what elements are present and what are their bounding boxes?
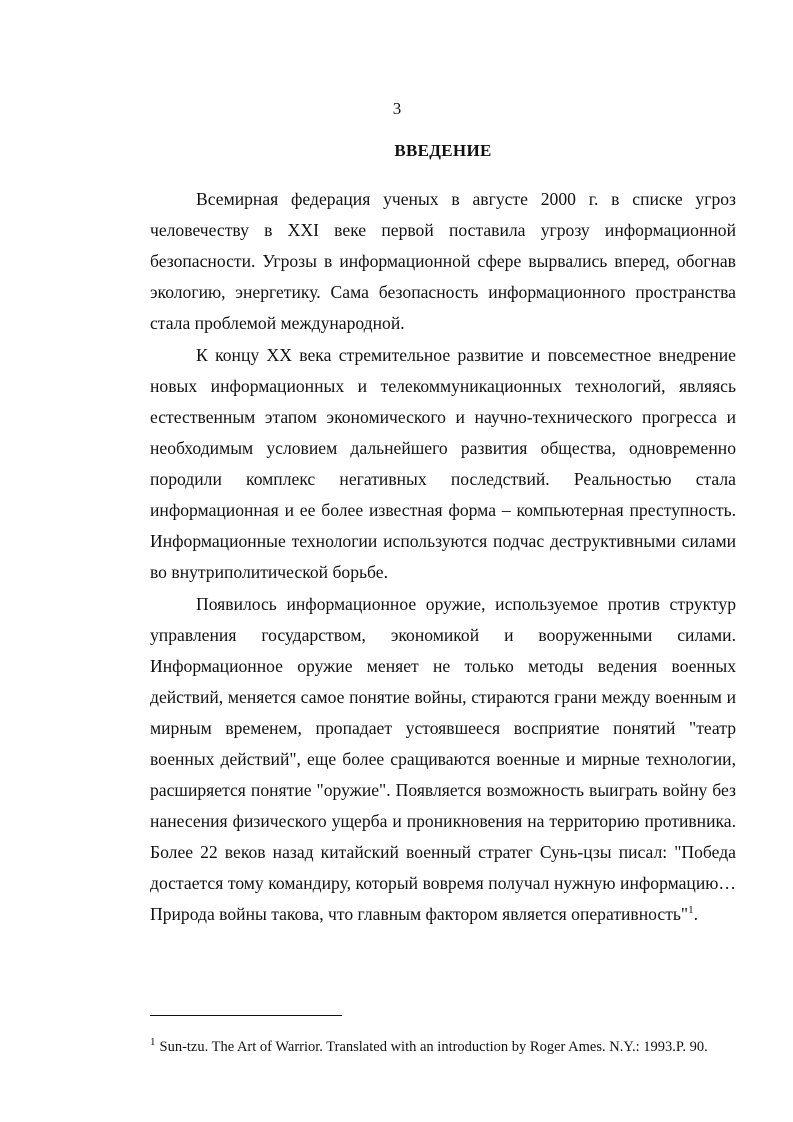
footnote: [150, 1037, 740, 1057]
page-number: 3: [392, 99, 402, 118]
body-text: [150, 184, 736, 930]
page-title: ВВЕДЕНИЕ: [394, 141, 492, 160]
footnote-mark: 1: [150, 1036, 156, 1049]
paragraph-3-text: Появилось информационное оружие, используемое против структур управления государством, экономикой и вооруженными силами. Информационное оружие меняет не только методы ведения военных действий, меняется самое понятие войны, стираются грани между военным и мирным временем, пропадает устоявшееся восприятие понятий "театр военных действий", еще более сращиваются военные и мирные технологии, расширяется понятие "оружие". Появляется возможность выиграть войну без нанесения физического ущерба и проникновения на территорию противника. Более 22 веков назад китайский военный стратег Сунь-цзы писал: "Победа достается тому командиру, который вовремя получал нужную информацию… Природа войны такова, что главным фактором является оперативность": [150, 594, 736, 924]
footnote-reference: 1: [688, 904, 694, 917]
paragraph-3: Появилось информационное оружие, используемое против структур управления государством, экономикой и вооруженными силами. Информационное оружие меняет не только методы ведения военных действий, меняется самое понятие войны, стираются грани между военным и мирным временем, пропадает устоявшееся восприятие понятий "театр военных действий", еще более сращиваются военные и мирные технологии, расширяется понятие "оружие". Появляется возможность выиграть войну без нанесения физического ущерба и проникновения на территорию противника. Более 22 веков назад китайский военный стратег Сунь-цзы писал: "Победа достается тому командиру, который вовремя получал нужную информацию… Природа войны такова, что главным фактором является оперативность"$^1$.: [150, 594, 736, 924]
footnote-text: Sun-tzu. The Art of Warrior. Translated with an introduction by Roger Ames. N.Y.: 1993.P. 90.: [159, 1039, 708, 1055]
paragraph-2: К концу XX века стремительное развитие и повсеместное внедрение новых информационных и телекоммуникационных технологий, являясь естественным этапом экономического и научно-технического прогресса и необходимым условием дальнейшего развития общества, одновременно породили комплекс негативных последствий. Реальностью стала информационная и ее более известная форма – компьютерная преступность. Информационные технологии используются подчас деструктивными силами во внутриполитической борьбе.: [150, 345, 736, 582]
paragraph-1: Всемирная федерация ученых в августе 2000 г. в списке угроз человечеству в XXI веке первой поставила угрозу информационной безопасности. Угрозы в информационной сфере вырвались вперед, обогнав экологию, энергетику. Сама безопасность информационного пространства стала проблемой международной.: [150, 189, 736, 333]
footnote-divider: [150, 1015, 342, 1016]
